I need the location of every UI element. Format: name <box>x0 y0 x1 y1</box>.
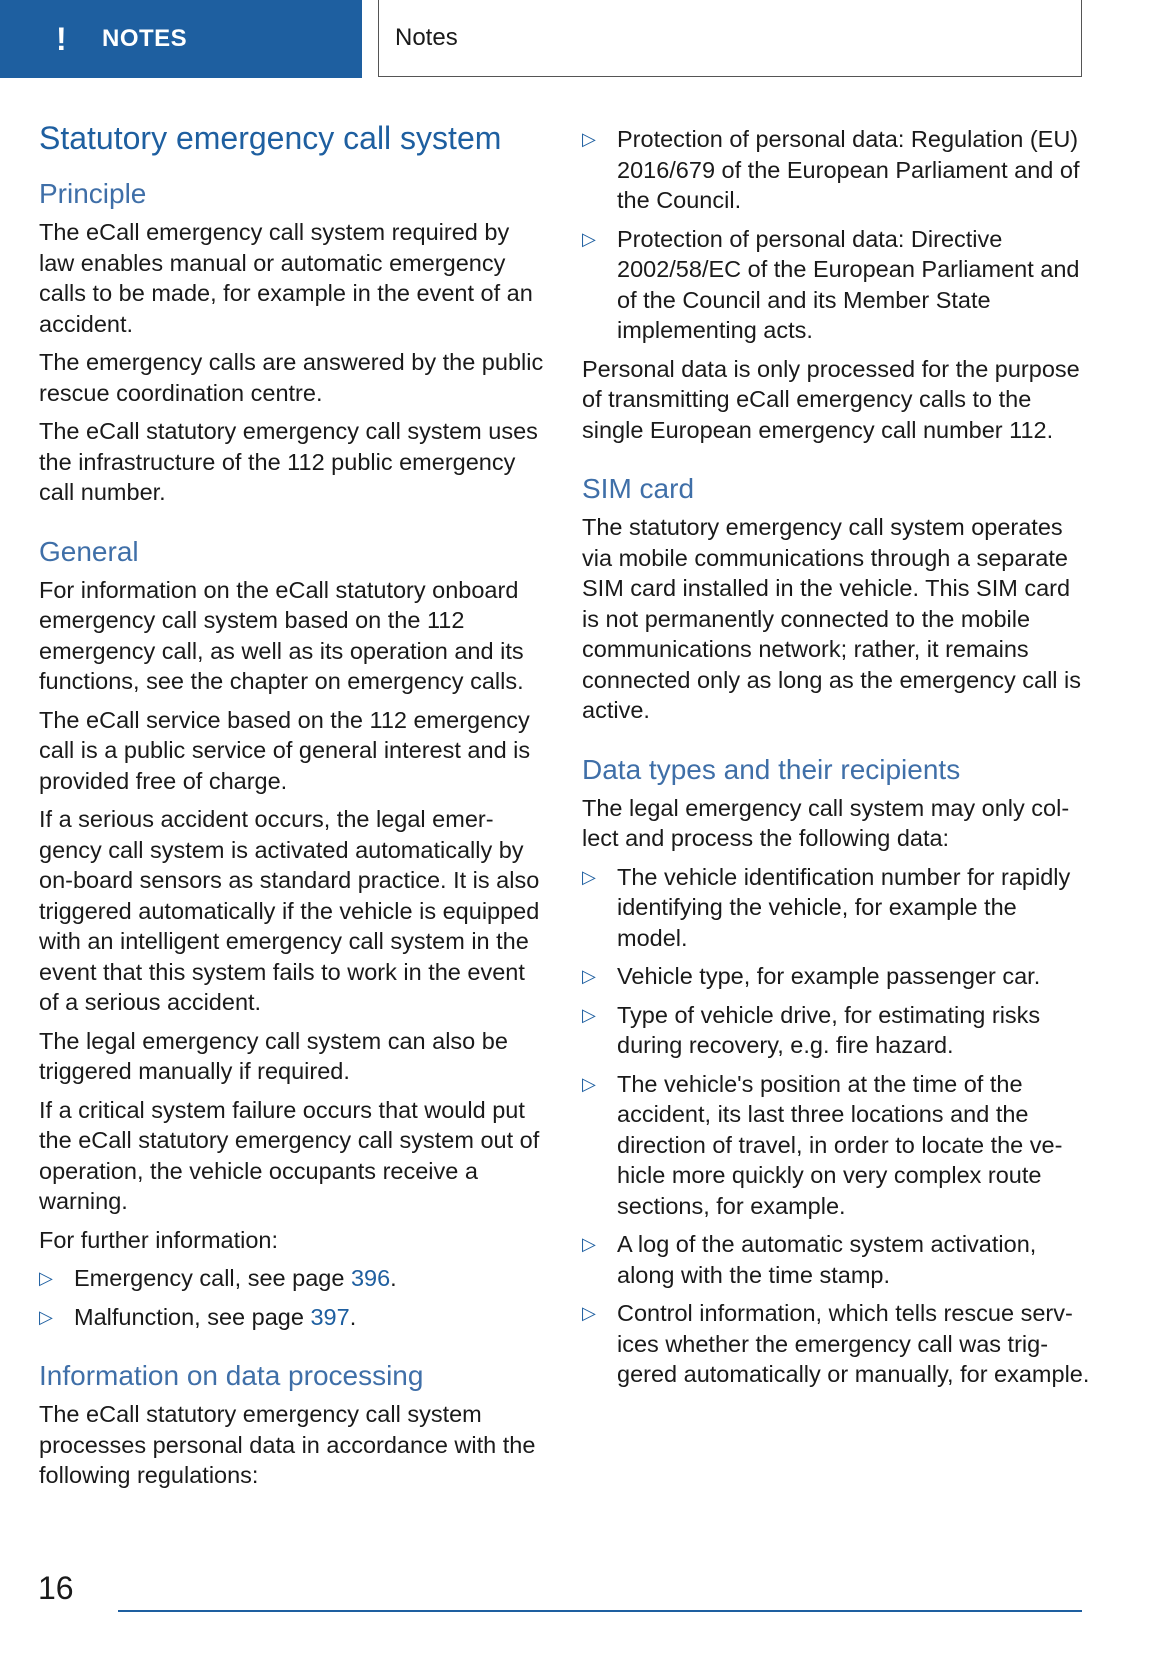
list-item <box>582 1229 1092 1290</box>
paragraph: The legal emergency call system can also be triggered manually if required. <box>39 1027 508 1084</box>
bullet-triangle-icon: ▷ <box>582 966 596 986</box>
list-item <box>582 862 1092 954</box>
list-item-text: The vehicle's position at the time of the accident, its last three locations and the direction of travel, in order to locate the vehicle more quickly on very complex route sections, for example. <box>617 1070 1063 1219</box>
reference-end: . <box>349 1303 357 1330</box>
reference-text: Malfunction, see page <box>74 1303 311 1330</box>
paragraph: For further information: <box>39 1226 279 1253</box>
reference-list <box>39 1263 544 1332</box>
paragraph: The emergency calls are answered by the public rescue coordination centre. <box>39 349 544 406</box>
paragraph: For information on the eCall statutory onboard emergency call system based on the 112 emergency call, as well as its operation and its functions, see the chapter on emergency calls. <box>39 576 524 694</box>
list-item <box>582 1069 1092 1222</box>
data-types-list <box>582 862 1092 1390</box>
paragraph: If a serious accident occurs, the legal emergency call system is activated automatically by on-board sensors as standard practice. It is also triggered automatically if the vehicle is equipped with an intelligent emergency call system in the event that this system fails to work in the event of a serious accident. <box>39 806 540 1015</box>
page-link-malfunction[interactable]: 397 <box>310 1303 350 1330</box>
heading-sim-card: SIM card <box>582 473 695 504</box>
list-item-text: Vehicle type, for example passenger car. <box>617 963 1041 989</box>
list-item-text: Control information, which tells rescue services whether the emergency call was triggered automatically or manually, for example. <box>617 1300 1090 1387</box>
section-tab[interactable] <box>0 0 362 78</box>
list-item-text: Protection of personal data: Regulation (EU) 2016/679 of the European Parliament and of the Council. <box>617 126 1080 213</box>
page-title: Statutory emergency call system <box>39 120 502 156</box>
section-label: NOTES <box>102 25 188 52</box>
bullet-triangle-icon: ▷ <box>582 129 596 149</box>
list-item <box>582 124 1092 216</box>
paragraph: The legal emergency call system may only collect and process the following data: <box>582 794 1070 851</box>
left-column <box>39 118 544 1499</box>
bullet-triangle-icon: ▷ <box>582 1303 596 1323</box>
page-number: 16 <box>38 1570 74 1606</box>
paragraph: The statutory emergency call system operates via mobile communications through a separate SIM card installed in the vehicle. This SIM card is not permanently connected to the mobile communications network; rather, it remains connected only as long as the emergency call is active. <box>582 514 1082 723</box>
bullet-triangle-icon: ▷ <box>582 1004 596 1025</box>
exclamation-icon: ! <box>56 20 67 57</box>
list-item-text: The vehicle identification number for rapidly identifying the vehicle, for example the model. <box>617 863 1071 951</box>
list-item <box>582 1298 1092 1390</box>
list-item-text: A log of the automatic system activation, along with the time stamp. <box>617 1231 1037 1288</box>
list-item <box>39 1263 544 1294</box>
paragraph: The eCall statutory emergency call system uses the infrastructure of the 112 public emergency call number. <box>39 418 538 505</box>
list-item <box>582 1000 1092 1061</box>
heading-general: General <box>39 535 139 567</box>
list-item-text: Type of vehicle drive, for estimating risks during recovery, e.g. fire hazard. <box>617 1001 1041 1058</box>
page-tab[interactable] <box>378 0 1082 77</box>
paragraph: Personal data is only processed for the purpose of transmitting eCall emergency calls to the single European emergency call number 112. <box>582 355 1080 443</box>
bullet-triangle-icon: ▷ <box>582 228 596 249</box>
paragraph: If a critical system failure occurs that would put the eCall statutory emergency call system out of operation, the vehicle occupants receive a warning. <box>39 1096 540 1214</box>
reference-text: Emergency call, see page <box>74 1265 351 1291</box>
heading-principle: Principle <box>39 178 147 209</box>
bullet-triangle-icon: ▷ <box>39 1306 53 1327</box>
regulation-list <box>582 124 1092 346</box>
footer-divider <box>118 1610 1082 1612</box>
bullet-triangle-icon: ▷ <box>582 1073 596 1094</box>
bullet-triangle-icon: ▷ <box>582 1234 596 1254</box>
right-column <box>582 124 1092 1398</box>
reference-end: . <box>390 1265 397 1291</box>
heading-data-types: Data types and their recipients <box>582 753 961 785</box>
paragraph: The eCall statutory emergency call system processes personal data in accordance with the following regulations: <box>39 1401 536 1488</box>
page-label: Notes <box>395 24 458 51</box>
list-item <box>582 224 1092 346</box>
list-item <box>39 1302 544 1333</box>
paragraph: The eCall emergency call system required by law enables manual or automatic emergency calls to be made, for example in the event of an accident. <box>39 219 533 337</box>
list-item <box>582 961 1092 992</box>
bullet-triangle-icon: ▷ <box>582 866 596 887</box>
page-link-emergency-call[interactable]: 396 <box>350 1265 391 1291</box>
list-item-text: Protection of personal data: Directive 2002/58/EC of the European Parliament and of the Council and its Member State implementing acts. <box>617 225 1080 343</box>
bullet-triangle-icon: ▷ <box>39 1268 53 1288</box>
heading-data-processing: Information on data processing <box>39 1360 424 1391</box>
paragraph: The eCall service based on the 112 emergency call is a public service of general interest and is provided free of charge. <box>39 706 531 794</box>
